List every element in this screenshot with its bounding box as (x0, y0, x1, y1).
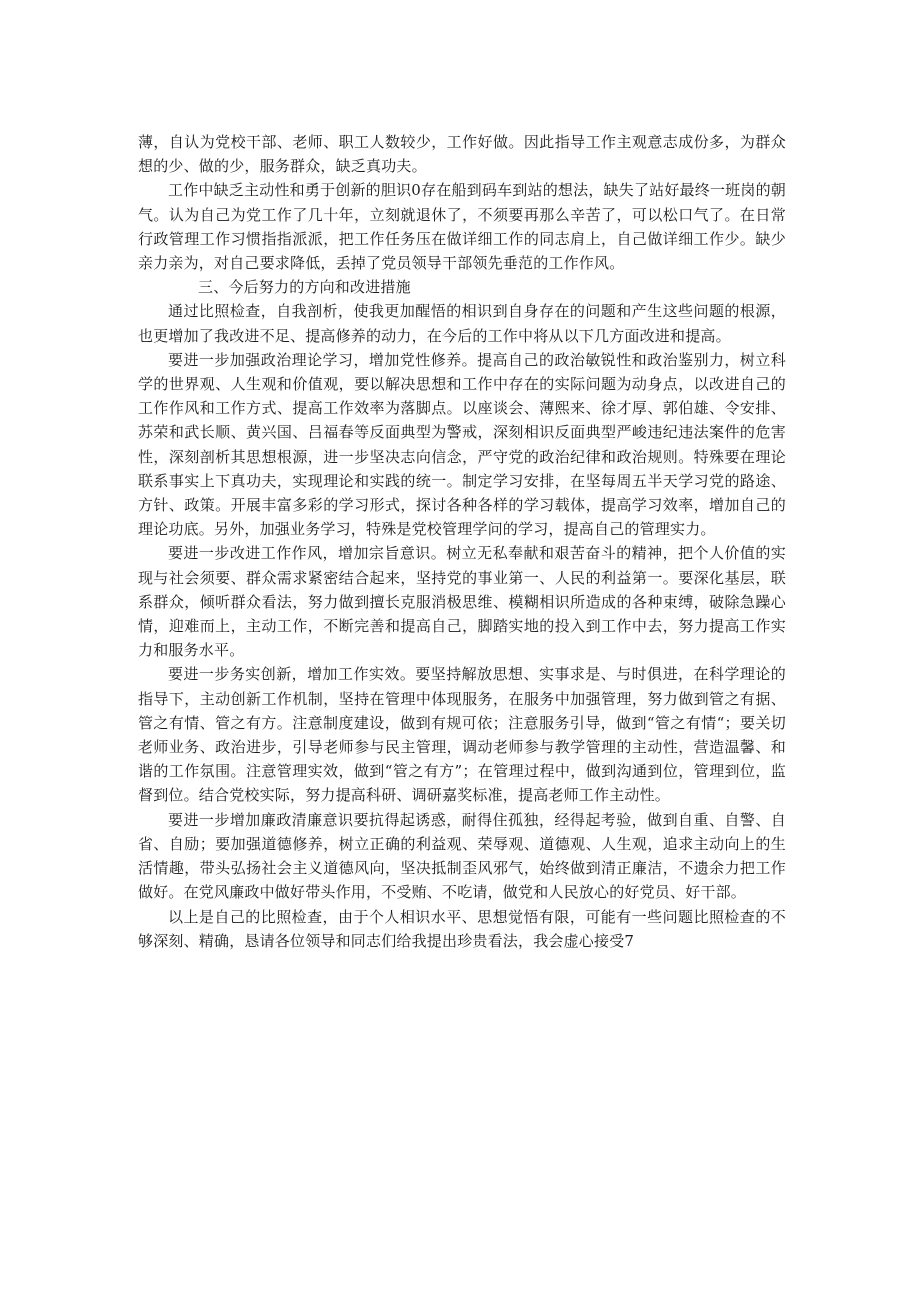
paragraph-continuation: 薄，自认为党校干部、老师、职工人数较少，工作好做。因此指导工作主观意志成份多，为群众想的少、做的少，服务群众，缺乏真功夫。 (138, 133, 786, 176)
paragraph-conclusion: 以上是自己的比照检查，由于个人相识水平、思想觉悟有限，可能有一些问题比照检查的不够深刻、精确，恳请各位领导和同志们给我提出珍贵看法，我会虚心接受7 (138, 907, 786, 950)
paragraph-intro-improvement: 通过比照检查，自我剖析，使我更加醒悟的相识到自身存在的问题和产生这些问题的根源，也更增加了我改进不足、提高修养的动力，在今后的工作中将从以下几方面改进和提高。 (138, 302, 786, 345)
paragraph-integrity: 要进一步增加廉政清廉意识要抗得起诱惑，耐得住孤独，经得起考验，做到自重、自警、自省、自励；要加强道德修养，树立正确的利益观、荣辱观、道德观、人生观，追求主动向上的生活情趣，带头弘扬社会主义道德风向，坚决抵制歪风邪气，始终做到清正廉洁，不遗余力把工作做好。在党风廉政中做好带头作用，不受贿、不吃请，做党和人民放心的好党员、好干部。 (138, 810, 786, 902)
paragraph-work-style: 要进一步改进工作作风，增加宗旨意识。树立无私奉献和艰苦奋斗的精神，把个人价值的实现与社会须要、群众需求紧密结合起来，坚持党的事业第一、人民的利益第一。要深化基层，联系群众，倾听群众看法，努力做到擅长克服消极思维、模糊相识所造成的各种束缚，破除急躁心情，迎难而上，主动工作，不断完善和提高自己，脚踏实地的投入到工作中去，努力提高工作实力和服务水平。 (138, 544, 786, 660)
document-body (138, 130, 786, 953)
paragraph-innovation: 要进一步务实创新，增加工作实效。要坚持解放思想、实事求是、与时俱进，在科学理论的指导下，主动创新工作机制，坚持在管理中体现服务，在服务中加强管理，努力做到管之有据、管之有情、管之有方。注意制度建设，做到有规可依；注意服务引导，做到“管之有情“；要关切老师业务、政治进步，引导老师参与民主管理，调动老师参与教学管理的主动性，营造温馨、和谐的工作氛围。注意管理实效，做到“管之有方”；在管理过程中，做到沟通到位，管理到位，监督到位。结合党校实际，努力提高科研、调研嘉奖标准，提高老师工作主动性。 (138, 665, 786, 805)
paragraph-lack-initiative: 工作中缺乏主动性和勇于创新的胆识0存在船到码车到站的想法，缺失了站好最终一班岗的朝气。认为自己为党工作了几十年，立刻就退休了，不须要再那么辛苦了，可以松口气了。在日常行政管理工作习惯指指派派，把工作任务压在做详细工作的同志肩上，自己做详细工作少。缺少亲力亲为，对自己要求降低，丢掉了党员领导干部领先垂范的工作作风。 (138, 181, 786, 273)
paragraph-theory-study: 要进一步加强政治理论学习，增加党性修养。提高自己的政治敏锐性和政治鉴别力，树立科学的世界观、人生观和价值观，要以解决思想和工作中存在的实际问题为动身点，以改进自己的工作作风和工作方式、提高工作效率为落脚点。以座谈会、薄熙来、徐才厚、郭伯雄、令安排、苏荣和武长顺、黄兴国、吕福春等反面典型为警戒，深刻相识反面典型严峻违纪违法案件的危害性，深刻剖析其思想根源，进一步坚决志向信念，严守党的政治纪律和政治规则。特殊要在理论联系事实上下真功夫，实现理论和实践的统一。制定学习安排，在坚每周五半天学习党的路途、方针、政策。开展丰富多彩的学习形式，探讨各种各样的学习载体，提高学习效率，增加自己的理论功底。另外，加强业务学习，特殊是党校管理学问的学习，提高自己的管理实力。 (138, 350, 786, 539)
section-heading: 三、今后努力的方向和改进措施 (198, 278, 411, 297)
